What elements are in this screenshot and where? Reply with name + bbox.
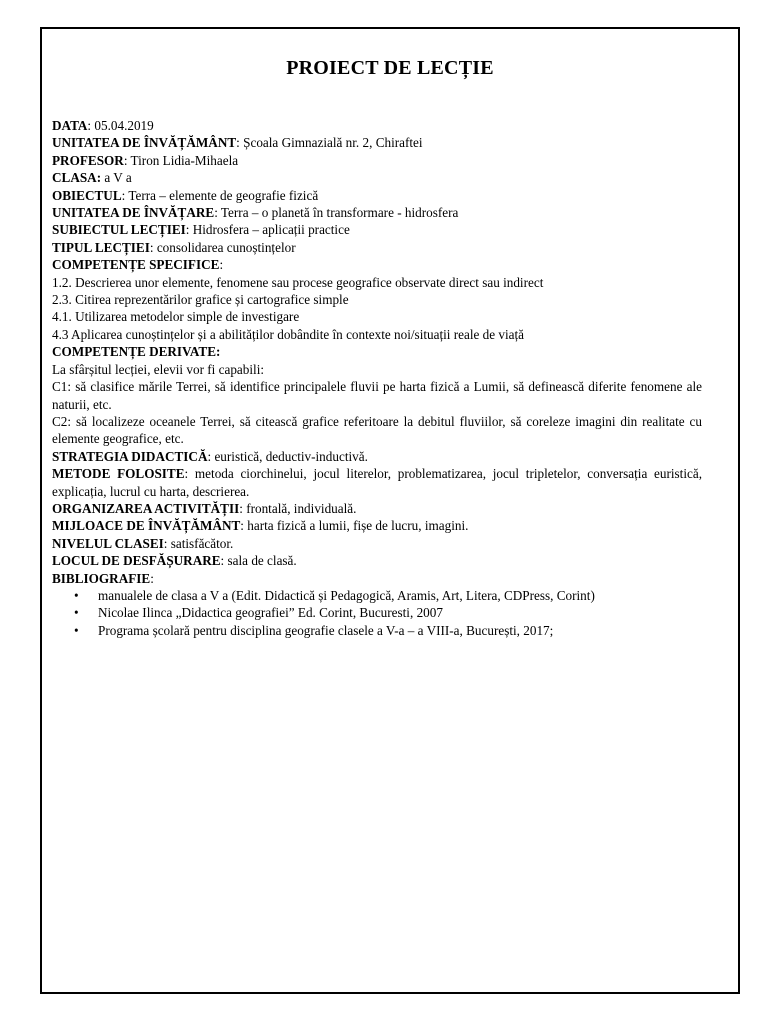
field-separator: : xyxy=(123,152,131,168)
lesson-plan-body xyxy=(52,117,702,639)
field-label: LOCUL DE DESFĂȘURARE xyxy=(52,553,221,569)
field-profesor xyxy=(52,152,702,169)
bibliography-item xyxy=(74,587,702,604)
bibliography-item xyxy=(74,622,702,639)
field-separator: : xyxy=(163,535,171,551)
section-separator: : xyxy=(219,257,224,273)
field-separator: : xyxy=(87,118,95,133)
field-value: 05.04.2019 xyxy=(94,118,154,133)
field-label: UNITATEA DE ÎNVĂȚĂMÂNT xyxy=(52,135,237,151)
field-value: consolidarea cunoștințelor xyxy=(156,239,296,255)
competenta-specifica-item: 1.2. Descrierea unor elemente, fenomene sau procese geografice observate direct sau indirect xyxy=(52,274,544,290)
field-value: a V a xyxy=(104,170,132,186)
field-label: MIJLOACE DE ÎNVĂȚĂMÂNT xyxy=(52,518,241,534)
section-label: BIBLIOGRAFIE xyxy=(52,570,151,586)
bibliography-item-text: manualele de clasa a V a (Edit. Didactică și Pedagogică, Aramis, Art, Litera, CDPress, Corint) xyxy=(98,587,595,603)
field-label: ORGANIZAREA ACTIVITĂȚII xyxy=(52,500,240,516)
field-separator: : xyxy=(214,205,221,221)
field-clasa xyxy=(52,169,702,186)
field-label: NIVELUL CLASEI xyxy=(52,535,164,551)
section-competente-specifice-heading xyxy=(52,256,702,273)
field-label: DATA xyxy=(52,118,88,133)
document-title: PROIECT DE LECȚIE xyxy=(286,57,494,79)
bibliography-item-text: Nicolae Ilinca „Didactica geografiei” Ed. Corint, Bucuresti, 2007 xyxy=(98,605,443,621)
field-separator: : xyxy=(185,222,193,238)
field-metode-folosite xyxy=(52,465,702,500)
field-mijloace-de-invatamant xyxy=(52,517,702,534)
competente-derivate-intro: La sfârșitul lecției, elevii vor fi capabili: xyxy=(52,361,265,377)
field-value: sala de clasă. xyxy=(227,553,297,569)
field-label: STRATEGIA DIDACTICĂ xyxy=(52,448,208,464)
field-value: euristică, deductiv-inductivă. xyxy=(214,448,368,464)
competenta-derivata-item: C2: să localizeze oceanele Terrei, să citească grafice referitoare la debitul fluviilor, să coreleze imagini din realitate cu elemente geografice, etc. xyxy=(52,413,702,447)
field-separator: : xyxy=(239,500,247,516)
field-organizarea-activitatii xyxy=(52,500,702,517)
field-separator: : xyxy=(207,448,215,464)
field-value: metoda ciorchinelui, jocul literelor, problematizarea, jocul tripletelor, conversația euristică, explicația, lucrul cu harta, descrierea. xyxy=(52,466,702,499)
field-label: CLASA: xyxy=(52,170,102,186)
field-value: Hidrosfera – aplicații practice xyxy=(192,222,350,238)
field-label: TIPUL LECȚIEI xyxy=(52,239,150,255)
bibliography-list xyxy=(52,587,702,639)
field-value: Tiron Lidia-Mihaela xyxy=(130,152,239,168)
field-value: Terra – elemente de geografie fizică xyxy=(128,187,319,203)
field-separator: : xyxy=(220,553,228,569)
competenta-specifica-item: 4.3 Aplicarea cunoștințelor și a abilităților dobândite în contexte noi/situații reale de viață xyxy=(52,326,525,342)
field-value: Terra – o planetă în transformare - hidrosfera xyxy=(220,205,459,221)
field-label: OBIECTUL xyxy=(52,187,122,203)
field-obiectul xyxy=(52,187,702,204)
field-strategia-didactica xyxy=(52,448,702,465)
field-separator: : xyxy=(240,518,248,534)
field-unitatea-de-invatare xyxy=(52,204,702,221)
field-separator: : xyxy=(121,187,129,203)
section-separator: : xyxy=(150,570,154,586)
field-value: frontală, individuală. xyxy=(246,500,357,516)
bullet-icon: • xyxy=(74,622,79,638)
field-nivelul-clasei xyxy=(52,535,702,552)
field-unitatea-de-invatamant xyxy=(52,134,702,151)
section-label: COMPETENȚE SPECIFICE xyxy=(52,257,220,273)
competenta-derivata-item: C1: să clasifice mările Terrei, să identifice principalele fluvii pe harta fizică a Lumii, să definească diferite fenomene ale naturii, etc. xyxy=(52,379,702,412)
field-label: METODE FOLOSITE xyxy=(52,466,185,482)
section-bibliografie-heading xyxy=(52,570,702,587)
field-value: harta fizică a lumii, fișe de lucru, imagini. xyxy=(247,518,469,534)
bibliography-item-text: Programa școlară pentru disciplina geografie clasele a V-a – a VIII-a, București, 2017; xyxy=(98,622,554,638)
field-separator: : xyxy=(184,466,195,482)
field-locul-de-desfasurare xyxy=(52,552,702,569)
field-data xyxy=(52,117,702,134)
section-competente-derivate-heading: COMPETENȚE DERIVATE: xyxy=(52,344,221,360)
field-label: SUBIECTUL LECȚIEI xyxy=(52,222,186,238)
competenta-specifica-item: 4.1. Utilizarea metodelor simple de investigare xyxy=(52,309,300,325)
field-value: satisfăcător. xyxy=(170,535,234,551)
bullet-icon: • xyxy=(74,587,79,603)
bibliography-item xyxy=(74,604,702,621)
bullet-icon: • xyxy=(74,605,79,621)
field-label: PROFESOR xyxy=(52,152,124,168)
field-subiectul-lectiei xyxy=(52,221,702,238)
field-separator: : xyxy=(149,239,157,255)
field-value: Școala Gimnazială nr. 2, Chiraftei xyxy=(243,135,423,151)
field-tipul-lectiei xyxy=(52,239,702,256)
field-separator: : xyxy=(236,135,244,151)
field-label: UNITATEA DE ÎNVĂȚARE xyxy=(52,205,215,221)
competenta-specifica-item: 2.3. Citirea reprezentărilor grafice și cartografice simple xyxy=(52,292,349,308)
